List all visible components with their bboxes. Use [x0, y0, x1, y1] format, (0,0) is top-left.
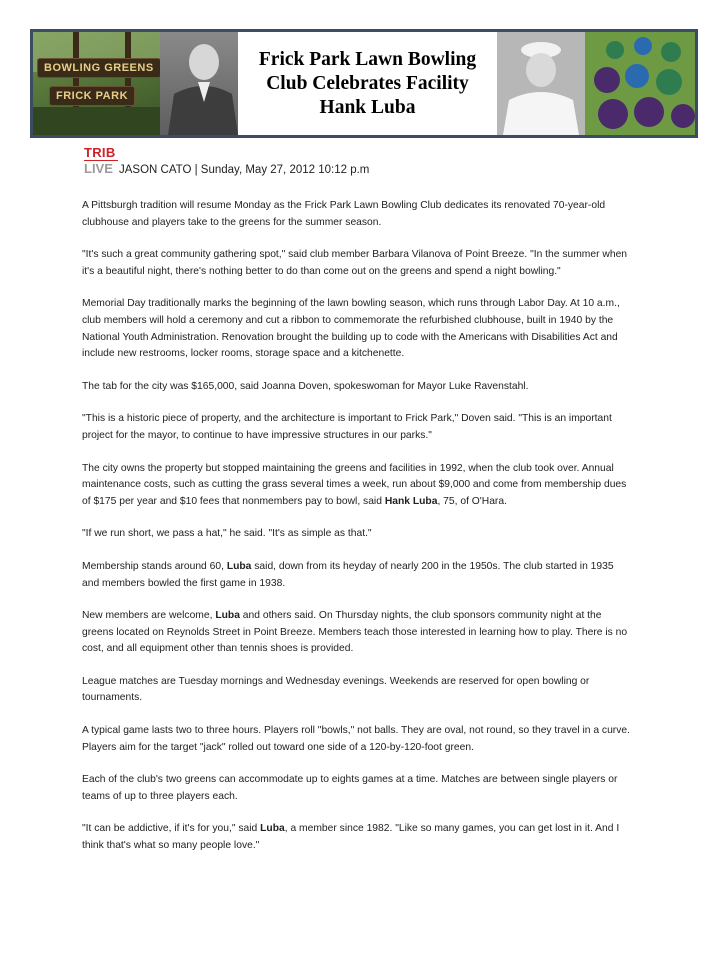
man-in-suit-photo — [160, 32, 238, 135]
paragraph-5: "This is a historic piece of property, and the architecture is important to Frick Park," Doven said. "This is an important project for the mayor, to continue to have impressive structures in our parks." — [82, 413, 612, 441]
byline: JASON CATO | Sunday, May 27, 2012 10:12 p.m — [119, 164, 370, 176]
paragraph-3: Memorial Day traditionally marks the beginning of the lawn bowling season, which runs through Labor Day. At 10 a.m., club members will hold a ceremony and cut a ribbon to commemorate the refurbished clubhouse, built in 1940 by the National Youth Administration. Renovation brought the building up to code with the Americans with Disabilities Act and include new restrooms, locker rooms, storage space and a kitchenette. — [82, 298, 620, 360]
paragraph-2: "It's such a great community gathering spot," said club member Barbara Vilanova of Point Breeze. "In the summer when it's a beautiful night, there's nothing better to do than come out on the greens and spend a night bowling." — [82, 249, 628, 277]
name-luba: Luba — [215, 610, 240, 622]
sign-frick-park: FRICK PARK — [49, 86, 135, 106]
bowling-greens-sign-photo — [33, 32, 160, 135]
paragraph-8: Membership stands around 60, Luba said, down from its heyday of nearly 200 in the 1950s. The club started in 1935 and members bowled the first game in 1938. — [82, 560, 614, 589]
name-hank-luba: Hank Luba — [384, 495, 438, 507]
paragraph-4: The tab for the city was $165,000, said Joanna Doven, spokeswoman for Mayor Luke Ravenstahl. — [82, 380, 529, 392]
paragraph-9: New members are welcome, Luba and others said. On Thursday nights, the club sponsors community night at the greens located on Reynolds Street in Point Breeze. Members teach those interested in learning how to play. There is no cost, and all equipment other than tennis shoes is provided. — [82, 610, 628, 655]
headline-line-1: Frick Park Lawn Bowling — [258, 48, 477, 70]
hank-luba-photo — [497, 32, 585, 135]
headline-box — [238, 32, 497, 135]
logo-trib: TRIB — [84, 145, 116, 160]
paragraph-12: Each of the club's two greens can accommodate up to eights games at a time. Matches are between single players or teams of up to three players each. — [82, 774, 618, 802]
headline-line-2: Club Celebrates Facility — [266, 72, 469, 94]
header-banner — [30, 29, 698, 138]
name-luba: Luba — [226, 560, 252, 572]
sign-bowling-greens: BOWLING GREENS — [37, 58, 160, 78]
paragraph-11: A typical game lasts two to three hours. Players roll "bowls," not balls. They are oval, not round, so they travel in a curve. Players aim for the target "jack" rolled out toward one side of a 120-by-120-foot green. — [82, 725, 630, 753]
name-luba: Luba — [260, 823, 285, 835]
paragraph-13: "It can be addictive, if it's for you," said Luba, a member since 1982. "Like so many games, you can get lost in it. And I think that's what so many people love." — [82, 823, 620, 852]
article-body — [82, 198, 630, 871]
logo-live: LIVE — [84, 160, 118, 176]
paragraph-1: A Pittsburgh tradition will resume Monday as the Frick Park Lawn Bowling Club dedicates its renovated 70-year-old clubhouse and players take to the greens for the summer season. — [82, 200, 606, 228]
paragraph-6: The city owns the property but stopped maintaining the greens and facilities in 1992, when the club took over. Annual maintenance costs, such as cutting the grass several times a week, run about $9,000 and come from membership dues of $175 per year and $10 fees that nonmembers pay to bowl, said Hank Luba, 75, of O'Hara. — [82, 462, 627, 507]
paragraph-7: "If we run short, we pass a hat," he said. "It's as simple as that." — [82, 528, 372, 540]
headline-line-3: Hank Luba — [319, 96, 416, 118]
paragraph-10: League matches are Tuesday mornings and Wednesday evenings. Weekends are reserved for open bowling or tournaments. — [82, 675, 590, 704]
lawn-bowls-photo — [585, 32, 695, 135]
trib-live-logo — [84, 146, 118, 176]
